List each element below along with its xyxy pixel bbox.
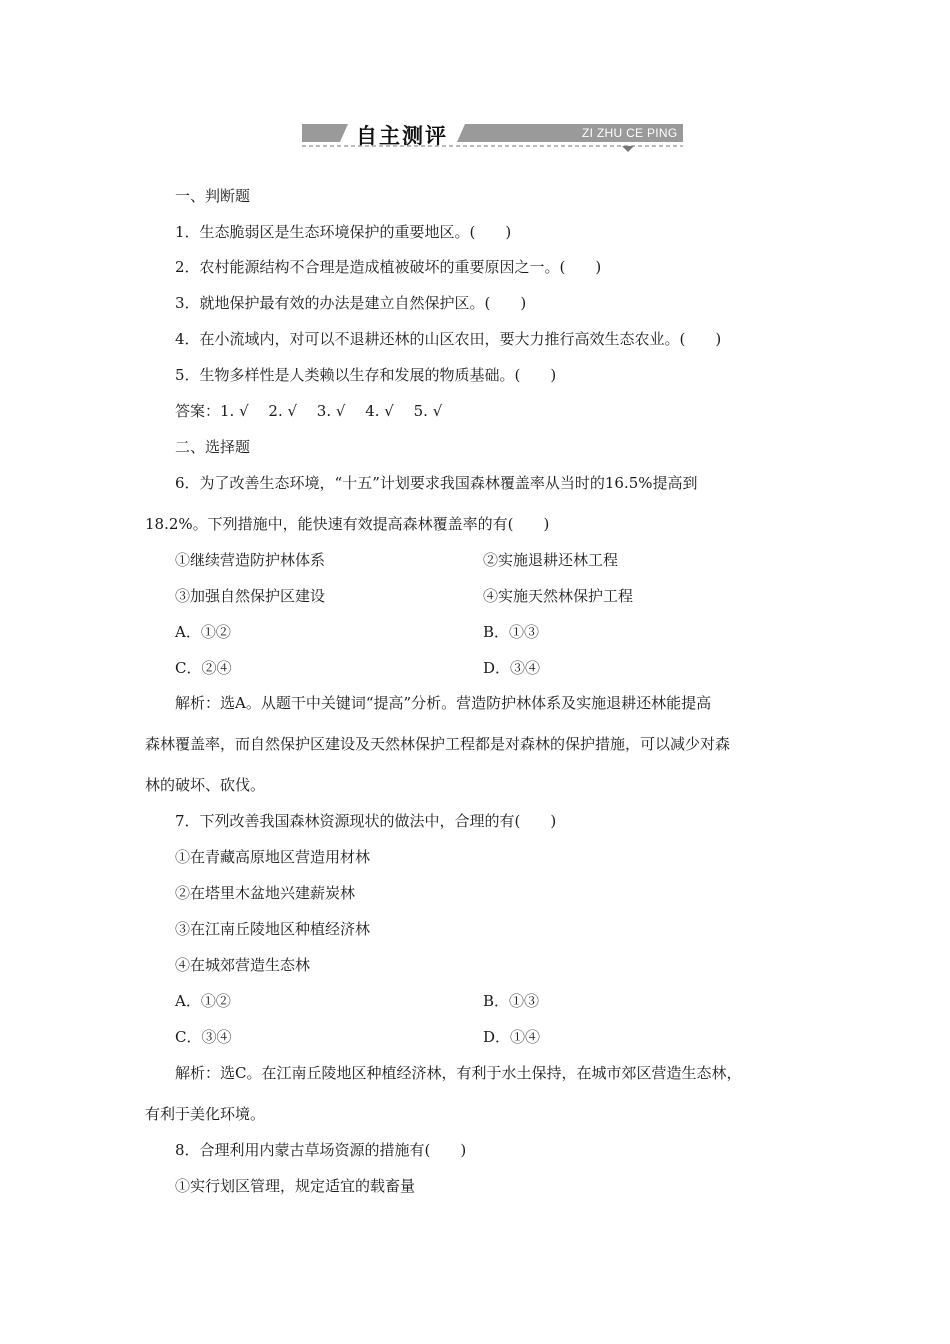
statement-option: ①实行划区管理，规定适宜的载畜量 <box>175 1177 416 1195</box>
statement-option: ③加强自然保护区建设 <box>175 587 326 605</box>
choice-option: B．①③ <box>483 623 540 641</box>
question-item: 8．合理利用内蒙古草场资源的措施有( ) <box>175 1141 467 1159</box>
section-banner <box>300 118 685 154</box>
choice-option: C．③④ <box>175 1028 232 1046</box>
statement-option: ②实施退耕还林工程 <box>483 551 619 569</box>
question-item: 4．在小流域内，对可以不退耕还林的山区农田，要大力推行高效生态农业。( ) <box>175 330 722 348</box>
question-item: 2．农村能源结构不合理是造成植被破坏的重要原因之一。( ) <box>175 258 602 276</box>
choice-option: A．①② <box>175 623 231 641</box>
statement-option: ③在江南丘陵地区种植经济林 <box>175 920 371 938</box>
question-item: 5．生物多样性是人类赖以生存和发展的物质基础。( ) <box>175 366 557 384</box>
choice-option: B．①③ <box>483 992 540 1010</box>
explanation-line: 有利于美化环境。 <box>145 1105 266 1123</box>
explanation-line: 森林覆盖率，而自然保护区建设及天然林保护工程都是对森林的保护措施，可以减少对森 <box>145 735 731 753</box>
explanation-line: 解析：选A。从题干中关键词“提高”分析。营造防护林体系及实施退耕还林能提高 <box>175 694 712 712</box>
choice-option: A．①② <box>175 992 231 1010</box>
statement-option: ④在城郊营造生态林 <box>175 956 311 974</box>
explanation-line: 解析：选C。在江南丘陵地区种植经济林，有利于水土保持，在城市郊区营造生态林， <box>175 1064 742 1082</box>
statement-option: ①继续营造防护林体系 <box>175 551 326 569</box>
answer-line: 答案：1. √ 2. √ 3. √ 4. √ 5. √ <box>175 402 443 420</box>
question-continuation: 18.2%。下列措施中，能快速有效提高森林覆盖率的有( ) <box>145 515 550 533</box>
question-item: 7．下列改善我国森林资源现状的做法中，合理的有( ) <box>175 812 557 830</box>
section-heading: 一、判断题 <box>175 187 251 205</box>
choice-option: D．③④ <box>483 659 541 677</box>
statement-option: ②在塔里木盆地兴建薪炭林 <box>175 884 356 902</box>
question-item: 3．就地保护最有效的办法是建立自然保护区。( ) <box>175 294 527 312</box>
statement-option: ①在青藏高原地区营造用材林 <box>175 848 371 866</box>
section-title: 自主测评 <box>356 124 448 148</box>
explanation-line: 林的破坏、砍伐。 <box>145 776 266 794</box>
choice-option: C．②④ <box>175 659 232 677</box>
question-item: 1．生态脆弱区是生态环境保护的重要地区。( ) <box>175 223 512 241</box>
section-subtitle: ZI ZHU CE PING <box>582 126 678 140</box>
question-item: 6．为了改善生态环境，“十五”计划要求我国森林覆盖率从当时的16.5%提高到 <box>175 474 698 492</box>
section-heading: 二、选择题 <box>175 438 251 456</box>
choice-option: D．①④ <box>483 1028 541 1046</box>
statement-option: ④实施天然林保护工程 <box>483 587 634 605</box>
